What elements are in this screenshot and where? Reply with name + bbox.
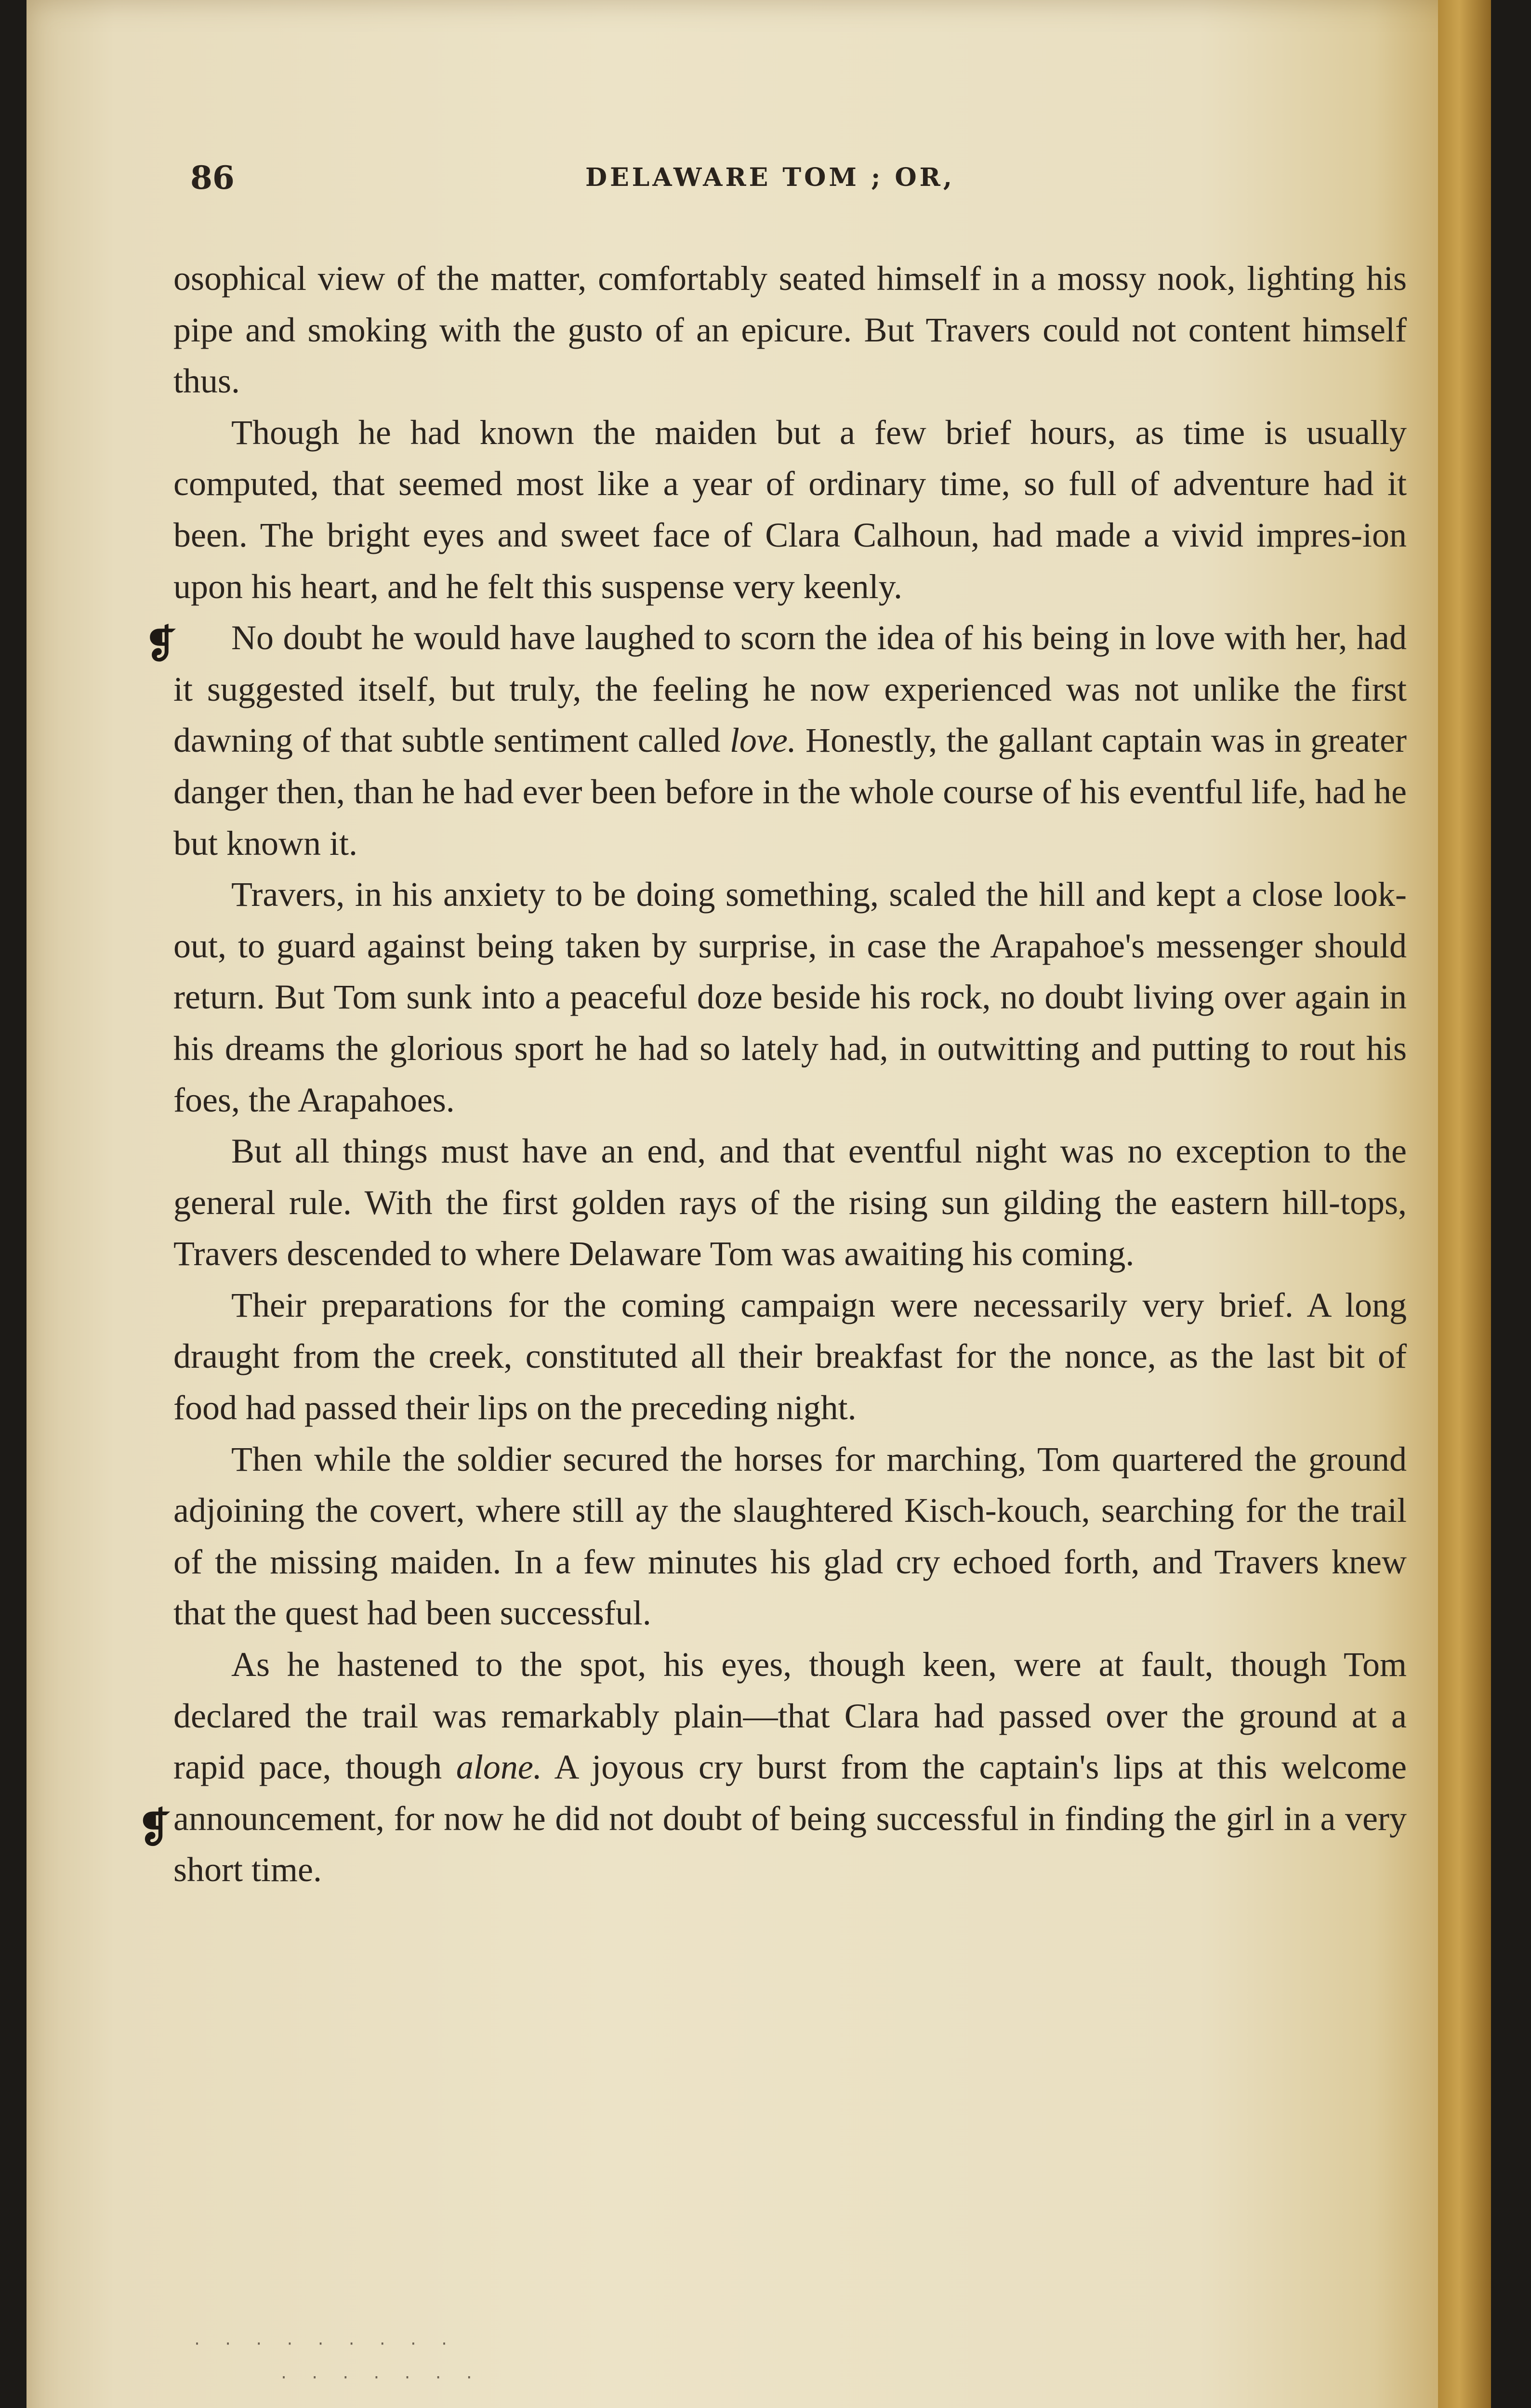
paragraph-8 <box>173 1639 1407 1896</box>
paragraph-2: Though he had known the maiden but a few brief hours, as time is usually computed, that seemed most like a year of ordinary time, so full of adventure had it been. The bright eyes and sweet face of Clara Calhoun, had made a vivid impres-ion upon his heart, and he felt this suspense very keenly. <box>173 413 1407 606</box>
print-specks-lower: · · · · · · · <box>279 2369 480 2386</box>
margin-mark-1: ❡ <box>145 621 177 667</box>
paragraph-3-text-before: No doubt he would have laughed to scorn the idea of his being in love with her, had it suggested itself, but truly, the feeling he now experienced was not unlike the first dawning of that subtle sentiment called <box>173 618 1407 760</box>
paragraph-4: Travers, in his anxiety to be doing something, scaled the hill and kept a close look-out, to guard against being taken by surprise, in case the Arapahoe's messenger should return. But Tom sunk into a peaceful doze beside his rock, no doubt living over again in his dreams the glorious sport he had so lately had, in outwitting and putting to rout his foes, the Arapahoes. <box>173 875 1407 1119</box>
paragraph-7: Then while the soldier secured the horses for marching, Tom quartered the ground adjoining the covert, where still ay the slaughtered Kisch-kouch, searching for the trail of the missing maiden. In a few minutes his glad cry echoed forth, and Travers knew that the quest had been successful. <box>173 1440 1407 1633</box>
paragraph-3-text-after: Honestly, the gallant captain was in greater danger then, than he had ever been before in the whole course of his eventful life, had he but known it. <box>173 721 1407 863</box>
page-header <box>190 159 1399 212</box>
paragraph-8-text-after: A joyous cry burst from the captain's lips at this welcome announcement, for now he did not doubt of being successful in finding the girl in a very short time. <box>173 1748 1407 1889</box>
page-edge-stain <box>1438 0 1491 2408</box>
paragraph-8-text-before: As he hastened to the spot, his eyes, though keen, were at fault, though Tom declared the trail was remarkably plain—that Clara had passed over the ground at a rapid pace, though <box>173 1645 1407 1787</box>
paragraph-6: Their preparations for the coming campaign were necessarily very brief. A long draught from the creek, constituted all their breakfast for the nonce, as the last bit of food had passed their lips on the preceding night. <box>173 1285 1407 1427</box>
paragraph-3 <box>173 612 1407 869</box>
body-text <box>173 253 1407 1896</box>
margin-mark-2: ❡ <box>137 1804 172 1851</box>
paragraph-3-emphasis: love. <box>729 721 796 760</box>
running-head: DELAWARE TOM ; OR, <box>585 163 955 192</box>
paragraph-1: osophical view of the matter, comfortably seated himself in a mossy nook, lighting his pipe and smoking with the gusto of an epicure. But Travers could not content himself thus. <box>173 259 1407 401</box>
page-number: 86 <box>190 159 235 196</box>
print-specks: · · · · · · · · · <box>193 2336 456 2353</box>
paragraph-5: But all things must have an end, and that eventful night was no exception to the general rule. With the first golden rays of the rising sun gilding the eastern hill-tops, Travers descended to where Delaware Tom was awaiting his coming. <box>173 1132 1407 1273</box>
paragraph-8-emphasis: alone. <box>456 1748 542 1787</box>
